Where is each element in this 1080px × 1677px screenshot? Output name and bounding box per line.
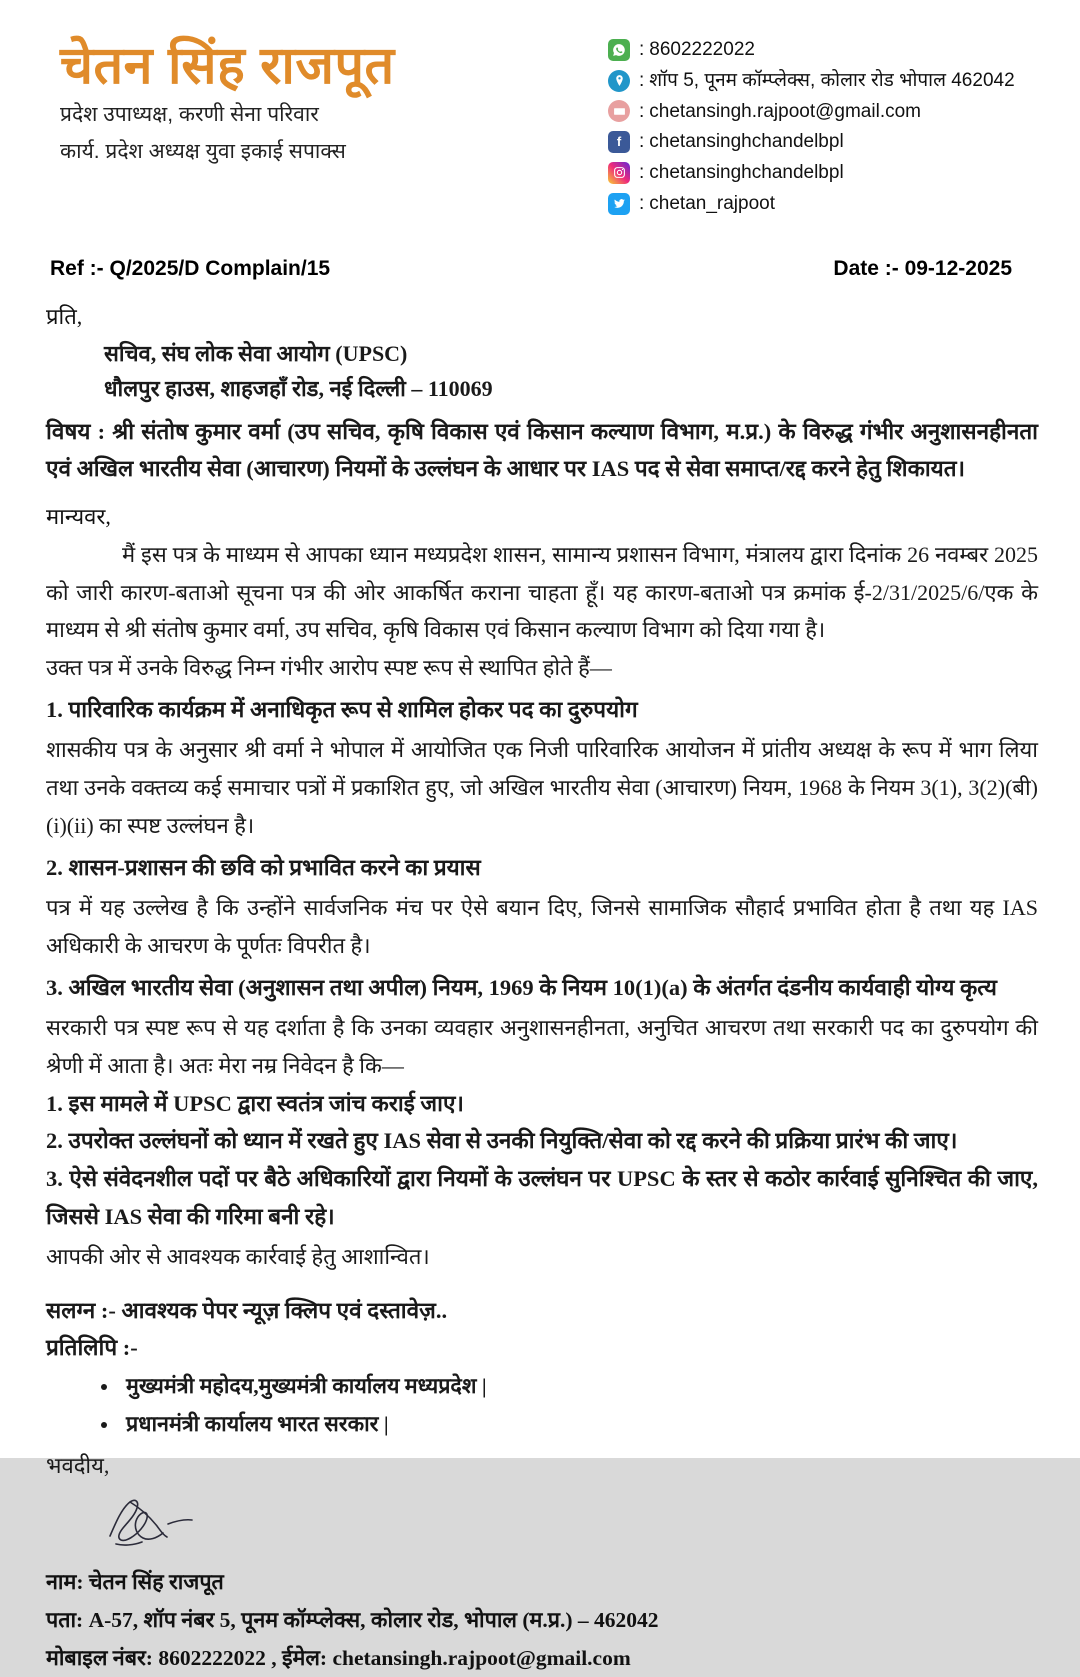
signature-image bbox=[46, 1480, 1038, 1562]
brand-name: चेतन सिंह राजपूत bbox=[60, 37, 395, 95]
allegation-2-text: पत्र में यह उल्लेख है कि उन्होंने सार्वजनिक मंच पर ऐसे बयान दिए, जिनसे सामाजिक सौहार्द प्रभावित होता है तथा यह IAS अधिकारी के आचरण के पूर्णतः विपरीत है। bbox=[46, 895, 1038, 958]
contact-separator: : bbox=[639, 69, 645, 91]
copy-to-label: प्रतिलिपि :- bbox=[46, 1335, 138, 1361]
allegation-3-heading: 3. अखिल भारतीय सेवा (अनुशासन तथा अपील) नियम, 1969 के नियम 10(1)(a) के अंतर्गत दंडनीय कार्यवाही योग्य कृत्य bbox=[46, 974, 997, 1000]
whatsapp-icon bbox=[608, 39, 630, 61]
contact-row-instagram bbox=[608, 161, 1038, 185]
twitter-icon bbox=[608, 193, 630, 215]
location-pin-icon bbox=[608, 70, 630, 92]
allegation-1-heading: 1. पारिवारिक कार्यक्रम में अनाधिकृत रूप से शामिल होकर पद का दुरुपयोग bbox=[46, 697, 638, 723]
reference-number: Ref :- Q/2025/D Complain/15 bbox=[50, 256, 331, 280]
contact-value-instagram: chetansinghchandelbpl bbox=[649, 162, 844, 183]
contact-row-address bbox=[608, 69, 1038, 93]
allegation-1-text: शासकीय पत्र के अनुसार श्री वर्मा ने भोपाल में आयोजित एक निजी पारिवारिक आयोजन में प्रांतीय अध्यक्ष के रूप में भाग लिया तथा उनके वक्तव्य कई समाचार पत्रों में प्रकाशित हुए, जो अखिल भारतीय सेवा (आचारण) नियम, 1968 के नियम 3(1), 3(2)(बी)(i)(ii) का स्पष्ट उल्लंघन है। bbox=[46, 737, 1038, 839]
salutation: मान्यवर, bbox=[46, 504, 111, 530]
request-item-2: 2. उपरोक्त उल्लंघनों को ध्यान में रखते हुए IAS सेवा से उनकी नियुक्ति/सेवा को रद्द करने की प्रक्रिया प्रारंभ की जाए। bbox=[46, 1128, 958, 1154]
contact-row-whatsapp bbox=[608, 38, 1038, 62]
brand-subtitle-1: प्रदेश उपाध्यक्ष, करणी सेना परिवार bbox=[60, 103, 319, 127]
copy-to-list bbox=[46, 1368, 1038, 1443]
letter-date: Date :- 09-12-2025 bbox=[833, 256, 1012, 280]
closing-line: आपकी ओर से आवश्यक कार्रवाई हेतु आशान्वित। bbox=[46, 1243, 430, 1269]
contact-separator: : bbox=[639, 131, 645, 153]
intro-paragraph: मैं इस पत्र के माध्यम से आपका ध्यान मध्यप्रदेश शासन, सामान्य प्रशासन विभाग, मंत्रालय द्वारा दिनांक 26 नवम्बर 2025 को जारी कारण-बताओ सूचना पत्र की ओर आकर्षित कराना चाहता हूँ। यह कारण-बताओ पत्र क्रमांक ई-2/31/2025/6/एक के माध्यम से श्री संतोष कुमार वर्मा, उप सचिव, कृषि विकास एवं किसान कल्याण विभाग को दिया गया है। bbox=[46, 541, 1038, 643]
signoff-name: नाम: चेतन सिंह राजपूत bbox=[46, 1569, 224, 1594]
recipient-line-1: सचिव, संघ लोक सेवा आयोग (UPSC) bbox=[104, 341, 408, 367]
contact-value-twitter: chetan_rajpoot bbox=[649, 192, 775, 214]
contact-separator: : bbox=[639, 100, 645, 122]
signoff-contact: मोबाइल नंबर: 8602222022 , ईमेल: chetansingh.rajpoot@gmail.com bbox=[46, 1645, 631, 1670]
request-item-3: 3. ऐसे संवेदनशील पदों पर बैठे अधिकारियों द्वारा नियमों के उल्लंघन पर UPSC के स्तर से कठोर कार्रवाई सुनिश्चित की जाए, जिससे IAS सेवा की गरिमा बनी रहे। bbox=[46, 1166, 1038, 1230]
contact-separator: : bbox=[639, 192, 645, 214]
allegation-2-heading: 2. शासन-प्रशासन की छवि को प्रभावित करने का प्रयास bbox=[46, 854, 481, 880]
yours-faithfully: भवदीय, bbox=[46, 1452, 110, 1478]
brand-block bbox=[60, 30, 560, 167]
allegation-3-text: सरकारी पत्र स्पष्ट रूप से यह दर्शाता है कि उनका व्यवहार अनुशासनहीनता, अनुचित आचरण तथा सरकारी पद का दुरुपयोग की श्रेणी में आता है। अतः मेरा नम्र निवेदन है कि— bbox=[46, 1015, 1038, 1078]
instagram-icon bbox=[608, 162, 630, 184]
contact-value-address: शॉप 5, पूनम कॉम्प्लेक्स, कोलार रोड भोपाल 462042 bbox=[649, 69, 1015, 91]
contact-row-email bbox=[608, 100, 1038, 124]
contact-value-email: chetansingh.rajpoot@gmail.com bbox=[649, 100, 921, 122]
copy-list-item: • प्रधानमंत्री कार्यालय भारत सरकार | bbox=[120, 1406, 1038, 1444]
allegations-lead: उक्त पत्र में उनके विरुद्ध निम्न गंभीर आरोप स्पष्ट रूप से स्थापित होते हैं— bbox=[46, 655, 612, 681]
contact-row-twitter bbox=[608, 192, 1038, 216]
contact-row-facebook bbox=[608, 130, 1038, 154]
letter-body bbox=[0, 281, 1080, 1677]
request-item-1: 1. इस मामले में UPSC द्वारा स्वतंत्र जांच कराई जाए। bbox=[46, 1090, 464, 1116]
facebook-icon: f bbox=[608, 131, 630, 153]
contact-list bbox=[608, 30, 1038, 223]
signoff-address: पता: A-57, शॉप नंबर 5, पूनम कॉम्प्लेक्स, कोलार रोड, भोपाल (म.प्र.) – 462042 bbox=[46, 1607, 659, 1632]
letterhead bbox=[0, 0, 1080, 223]
enclosure-line: सलग्न :- आवश्यक पेपर न्यूज़ क्लिप एवं दस्तावेज़.. bbox=[46, 1297, 448, 1323]
contact-value-whatsapp: 8602222022 bbox=[649, 39, 755, 60]
subject-line: विषय : श्री संतोष कुमार वर्मा (उप सचिव, कृषि विकास एवं किसान कल्याण विभाग, म.प्र.) के विरुद्ध गंभीर अनुशासनहीनता एवं अखिल भारतीय सेवा (आचारण) नियमों के उल्लंघन के आधार पर IAS पद से सेवा समाप्त/रद्द करने हेतु शिकायत। bbox=[46, 418, 1038, 481]
copy-list-item: • मुख्यमंत्री महोदय,मुख्यमंत्री कार्यालय मध्यप्रदेश | bbox=[120, 1368, 1038, 1406]
contact-separator: : bbox=[639, 162, 645, 183]
email-icon bbox=[608, 100, 630, 122]
recipient-to-label: प्रति, bbox=[46, 303, 83, 329]
recipient-line-2: धौलपुर हाउस, शाहजहाँ रोड, नई दिल्ली – 110069 bbox=[104, 376, 493, 402]
meta-row bbox=[0, 223, 1080, 281]
brand-subtitle-2: कार्य. प्रदेश अध्यक्ष युवा इकाई सपाक्स bbox=[60, 139, 346, 163]
contact-value-facebook: chetansinghchandelbpl bbox=[649, 131, 844, 153]
signoff-details bbox=[46, 1564, 1038, 1677]
contact-separator: : bbox=[639, 39, 645, 60]
